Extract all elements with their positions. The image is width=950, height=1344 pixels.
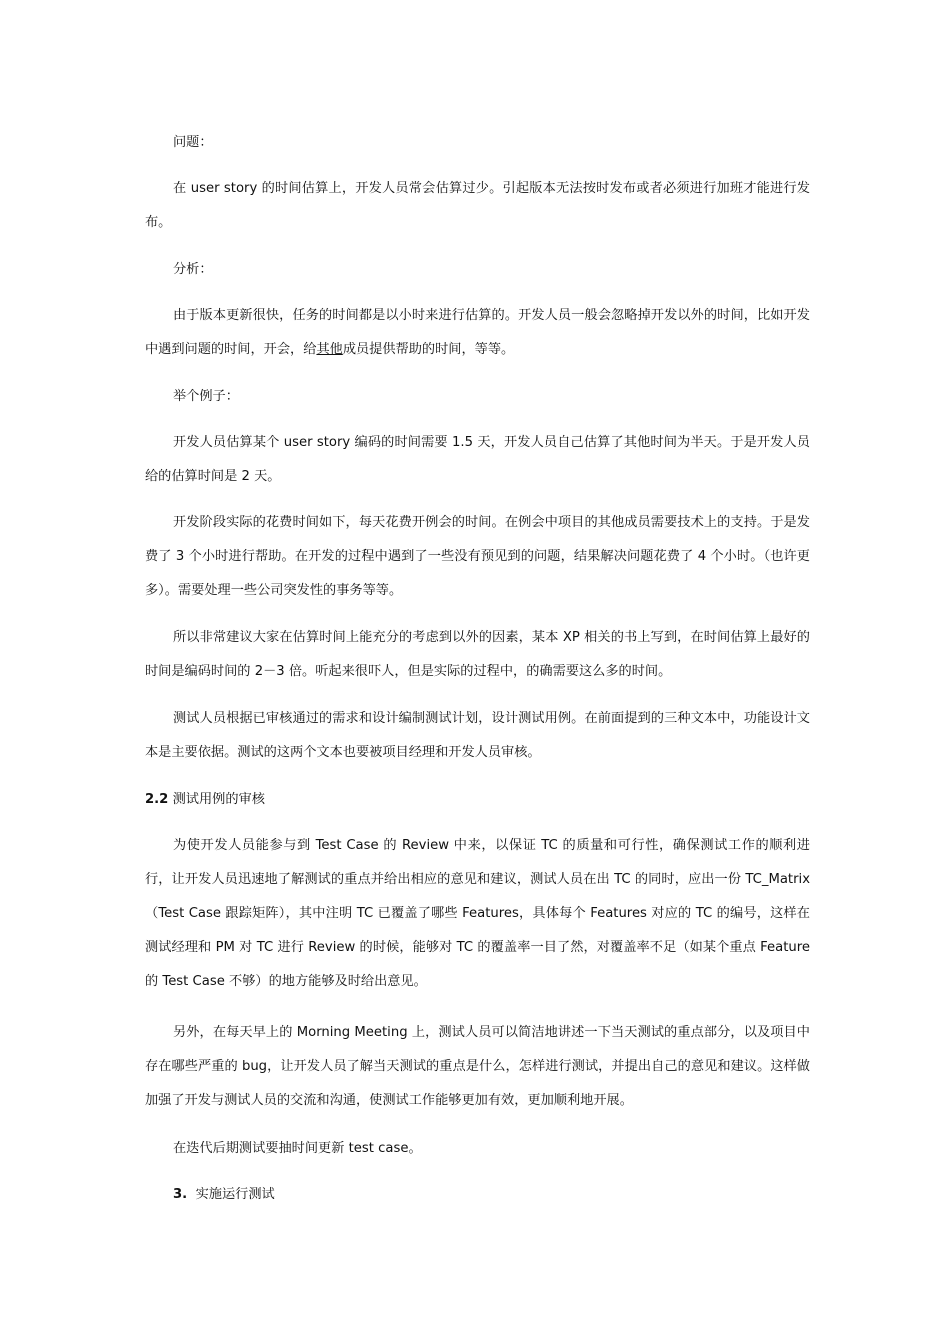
question-label: 问题： <box>173 135 213 150</box>
example-paragraph-1: 开发人员估算某个 user story 编码的时间需要 1.5 天，开发人员自己估算了其他时间为半天。于是开发人员给的估算时间是 2 天。 <box>145 435 810 484</box>
section-number: 2.2 <box>145 792 169 807</box>
section-number: 3. <box>173 1187 188 1202</box>
section-heading-3 <box>173 1178 275 1212</box>
meeting-paragraph: 另外，在每天早上的 Morning Meeting 上，测试人员可以简洁地讲述一下当天测试的重点部分，以及项目中存在哪些严重的 bug，让开发人员了解当天测试的重点是什么，怎样进行测试，并提出自己的意见和建议。这样做加强了开发与测试人员的交流和沟通，使测试工作能够更加有效，更加顺利地开展。 <box>145 1025 810 1108</box>
analysis-underlined-text: 其他 <box>316 342 343 357</box>
suggestion-paragraph: 所以非常建议大家在估算时间上能充分的考虑到以外的因素，某本 XP 相关的书上写到，在时间估算上最好的时间是编码时间的 2－3 倍。听起来很吓人，但是实际的过程中，的确需要这么多的时间。 <box>145 630 810 679</box>
example-label: 举个例子： <box>173 389 239 404</box>
analysis-label: 分析： <box>173 262 213 277</box>
section-title: 实施运行测试 <box>195 1187 275 1202</box>
section-heading-2-2 <box>145 783 265 817</box>
analysis-text-a: 由于版本更新很快，任务的时间都是以小时来进行估算的。开发人员一般会忽略掉开发以外的时间，比如开发中遇到问题的时间，开会，给 <box>145 308 810 357</box>
test-plan-paragraph: 测试人员根据已审核通过的需求和设计编制测试计划，设计测试用例。在前面提到的三种文本中，功能设计文本是主要依据。测试的这两个文本也要被项目经理和开发人员审核。 <box>145 711 810 760</box>
analysis-text-b: 成员提供帮助的时间，等等。 <box>342 342 515 357</box>
review-paragraph: 为使开发人员能参与到 Test Case 的 Review 中来，以保证 TC 的质量和可行性，确保测试工作的顺利进行，让开发人员迅速地了解测试的重点并给出相应的意见和建议，测试人员在出 TC 的同时，应出一份 TC_Matrix（Test Case 跟踪矩阵），其中注明 TC 已覆盖了哪些 Features，具体每个 Features 对应的 TC 的编号，这样在测试经理和 PM 对 TC 进行 Review 的时候，能够对 TC 的覆盖率一目了然，对覆盖率不足（如某个重点 Feature 的 Test Case 不够）的地方能够及时给出意见。 <box>145 838 810 989</box>
question-paragraph: 在 user story 的时间估算上，开发人员常会估算过少。引起版本无法按时发布或者必须进行加班才能进行发布。 <box>145 181 810 230</box>
analysis-paragraph <box>145 299 810 367</box>
example-paragraph-2: 开发阶段实际的花费时间如下，每天花费开例会的时间。在例会中项目的其他成员需要技术上的支持。于是发费了 3 个小时进行帮助。在开发的过程中遇到了一些没有预见到的问题，结果解决问题花费了 4 个小时。（也许更多）。需要处理一些公司突发性的事务等等。 <box>145 515 810 598</box>
update-paragraph: 在迭代后期测试要抽时间更新 test case。 <box>173 1141 422 1156</box>
section-title: 测试用例的审核 <box>172 792 265 807</box>
